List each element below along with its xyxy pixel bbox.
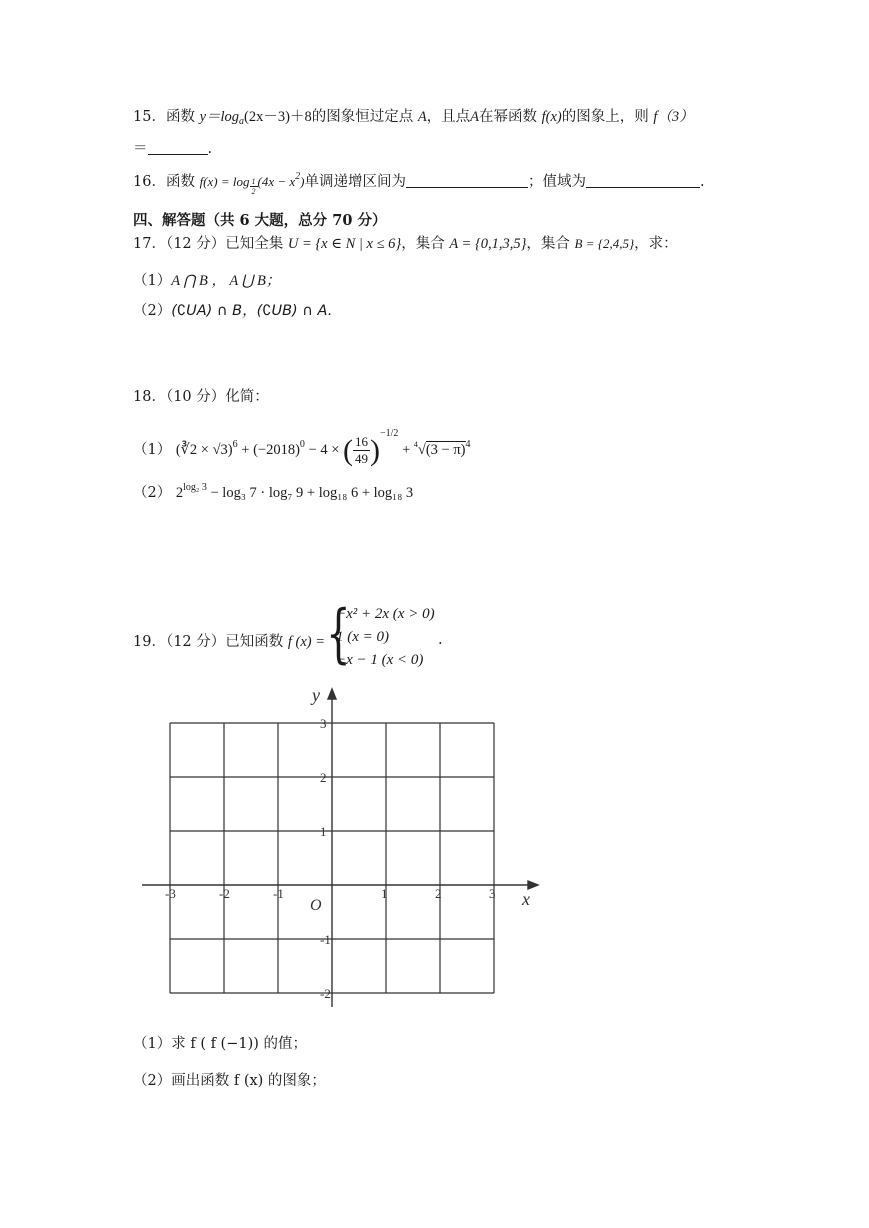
q18-stem: 18．（10 分）化简： (133, 389, 269, 405)
q19-part1: （1）求 f ( f (−1)) 的值； (133, 1036, 308, 1052)
q15-number: 15． (133, 109, 166, 125)
q17-part1: （1）A ⋂ B ， A ⋃ B； (133, 273, 281, 289)
x-tick-label: 3 (489, 886, 496, 901)
q19-stem: 19．（12 分）已知函数 f (x) = (133, 634, 326, 650)
x-tick-label: 1 (381, 886, 388, 901)
q19-case-2: 1 (x = 0) (336, 629, 390, 645)
q15-function: $y=\log_a(2x-3)+8$ (199, 109, 312, 127)
q15-line2: ＝ . (133, 141, 213, 157)
x-tick-label: -2 (219, 886, 230, 901)
x-axis-arrow (528, 881, 538, 889)
y-tick-label: -1 (320, 932, 331, 947)
y-tick-label: 1 (320, 824, 327, 839)
origin-label: O (310, 897, 322, 914)
q17-number: 17． (133, 236, 166, 252)
q16-function: f(x) = log $\frac{1}{2}$ $(4x - x^2)$ (199, 171, 305, 196)
y-tick-label: 2 (320, 770, 327, 785)
x-tick-label: -1 (273, 886, 284, 901)
q18-expression-2: $2^{log_2 3} - \log_3$ 7 · log₇ 9 + log₁₈ 6 + log₁₈ 3 (175, 482, 414, 501)
q19-part2: （2）画出函数 f (x) 的图象； (133, 1073, 326, 1089)
q19-number: 19． (133, 634, 166, 650)
q19-case-3: −x − 1 (x < 0) (336, 652, 424, 668)
y-tick-label: 3 (320, 716, 327, 731)
q15-line1: 15．函数 $y=\log_a(2x-3)+8$的图象恒过定点 A，且点A在幂函数 f(x)的图象上，则 f（3） (133, 109, 694, 127)
q18-part1: （1） (∛2 × $√3)^6 + (-2018)^0 - 4$ × ( $\frac{16}{49}$ )$^{-1/2} + ^4√(3 - \pi)^4$ (133, 428, 471, 467)
piecewise-brace: { (326, 597, 351, 671)
q18-part2: （2） $2^{log_2 3} - \log_3$ 7 · log₇ 9 + log₁₈ 6 + log₁₈ 3 (133, 482, 414, 501)
q16-interval-blank[interactable] (406, 173, 528, 188)
q18-expression-1: (∛2 × $√3)^6 + (-2018)^0 - 4$ × ( $\frac{16}{49}$ )$^{-1/2} + ^4√(3 - \pi)^4$ (175, 428, 471, 467)
q16-number: 16． (133, 174, 166, 190)
q16-line: 16．函数 f(x) = log $\frac{1}{2}$ $(4x - x^2)$单调递增区间为 ；值域为 . (133, 171, 705, 196)
q19-function-lhs: f (x) = (287, 634, 326, 650)
y-axis-label: y (312, 685, 320, 705)
q17-set-u: U = {x ∈ N | x ≤ 6} (287, 236, 402, 252)
q18-number: 18． (133, 389, 166, 405)
q17-set-a: A = {0,1,3,5} (449, 236, 527, 252)
x-tick-label: 2 (435, 886, 442, 901)
q16-range-blank[interactable] (586, 173, 700, 188)
q17-part2: （2）(∁UA) ∩ B，(∁UB) ∩ A. (133, 303, 333, 319)
q19-case-1: −x² + 2x (x > 0) (336, 606, 435, 622)
q17-set-b: B = {2,4,5} (574, 236, 635, 251)
q17-stem: 17．（12 分）已知全集 U = {x ∈ N | x ≤ 6}，集合 A = {0,1,3,5}，集合 B = {2,4,5}，求： (133, 236, 678, 252)
x-axis-label: x (522, 889, 530, 909)
q15-answer-blank[interactable] (148, 140, 208, 155)
y-axis-arrow (328, 689, 336, 699)
section-title: 四、解答题（共 6 大题，总分 70 分） (133, 212, 387, 229)
x-tick-label: -3 (165, 886, 176, 901)
y-tick-label: -2 (320, 986, 331, 1001)
